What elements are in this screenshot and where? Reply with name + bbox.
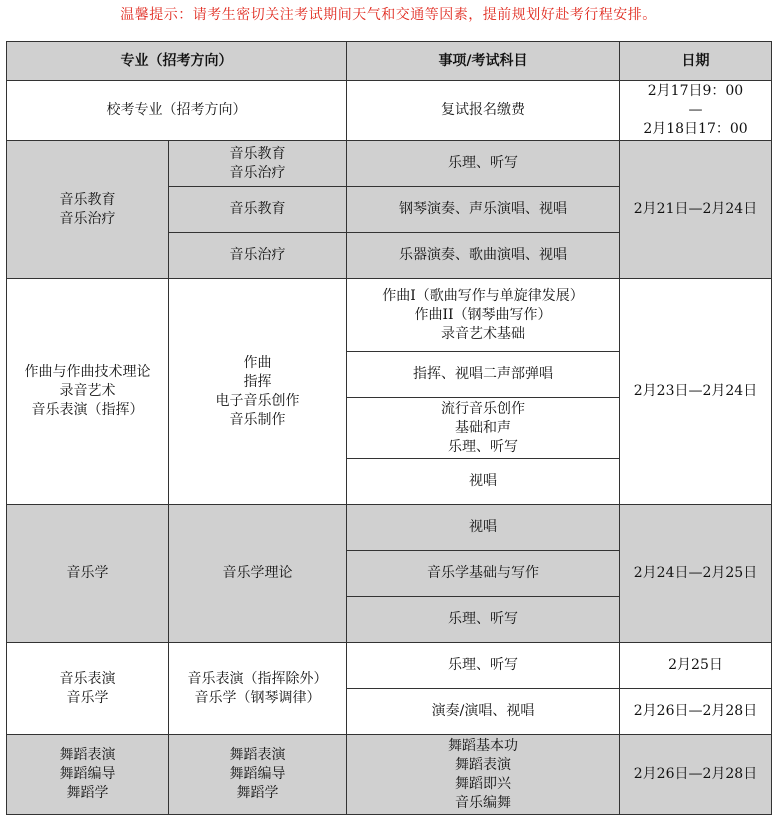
subject-cell: 音乐学基础与写作 <box>347 551 620 597</box>
table-row <box>7 505 772 551</box>
direction-cell: 舞蹈表演 舞蹈编导 舞蹈学 <box>169 735 347 815</box>
table-row <box>7 141 772 187</box>
date-cell: 2月23日—2月24日 <box>620 279 772 505</box>
header-major: 专业（招考方向） <box>7 42 347 81</box>
subject-cell: 作曲I（歌曲写作与单旋律发展） 作曲II（钢琴曲写作） 录音艺术基础 <box>347 279 620 352</box>
subject-cell: 指挥、视唱二声部弹唱 <box>347 352 620 398</box>
table-header-row <box>7 42 772 81</box>
subject-cell: 钢琴演奏、声乐演唱、视唱 <box>347 187 620 233</box>
subject-cell: 流行音乐创作 基础和声 乐理、听写 <box>347 398 620 459</box>
exam-schedule-table <box>6 41 772 815</box>
table-row <box>7 81 772 141</box>
date-cell: 2月24日—2月25日 <box>620 505 772 643</box>
major-cell: 舞蹈表演 舞蹈编导 舞蹈学 <box>7 735 169 815</box>
major-cell: 作曲与作曲技术理论 录音艺术 音乐表演（指挥） <box>7 279 169 505</box>
subject-cell: 舞蹈基本功 舞蹈表演 舞蹈即兴 音乐编舞 <box>347 735 620 815</box>
major-cell: 音乐表演 音乐学 <box>7 643 169 735</box>
date-cell: 2月21日—2月24日 <box>620 141 772 279</box>
subject-cell: 乐器演奏、歌曲演唱、视唱 <box>347 233 620 279</box>
subject-cell: 乐理、听写 <box>347 643 620 689</box>
major-cell: 音乐教育 音乐治疗 <box>7 141 169 279</box>
header-date: 日期 <box>620 42 772 81</box>
direction-cell: 音乐表演（指挥除外） 音乐学（钢琴调律） <box>169 643 347 735</box>
date-cell: 2月26日—2月28日 <box>620 735 772 815</box>
major-cell: 音乐学 <box>7 505 169 643</box>
subject-cell: 视唱 <box>347 505 620 551</box>
direction-cell: 音乐学理论 <box>169 505 347 643</box>
direction-cell: 音乐教育 音乐治疗 <box>169 141 347 187</box>
subject-cell: 演奏/演唱、视唱 <box>347 689 620 735</box>
direction-cell: 音乐教育 <box>169 187 347 233</box>
table-row <box>7 279 772 352</box>
table-row <box>7 735 772 815</box>
table-row <box>7 643 772 689</box>
warm-notice: 温馨提示：请考生密切关注考试期间天气和交通等因素，提前规划好赴考行程安排。 <box>120 7 657 23</box>
date-cell: 2月25日 <box>620 643 772 689</box>
direction-cell: 音乐治疗 <box>169 233 347 279</box>
subject-cell: 乐理、听写 <box>347 597 620 643</box>
major-cell: 校考专业（招考方向） <box>7 81 347 141</box>
subject-cell: 视唱 <box>347 459 620 505</box>
subject-cell: 复试报名缴费 <box>347 81 620 141</box>
date-cell: 2月26日—2月28日 <box>620 689 772 735</box>
header-subject: 事项/考试科目 <box>347 42 620 81</box>
subject-cell: 乐理、听写 <box>347 141 620 187</box>
direction-cell: 作曲 指挥 电子音乐创作 音乐制作 <box>169 279 347 505</box>
date-cell: 2月17日9：00 — 2月18日17：00 <box>620 81 772 141</box>
